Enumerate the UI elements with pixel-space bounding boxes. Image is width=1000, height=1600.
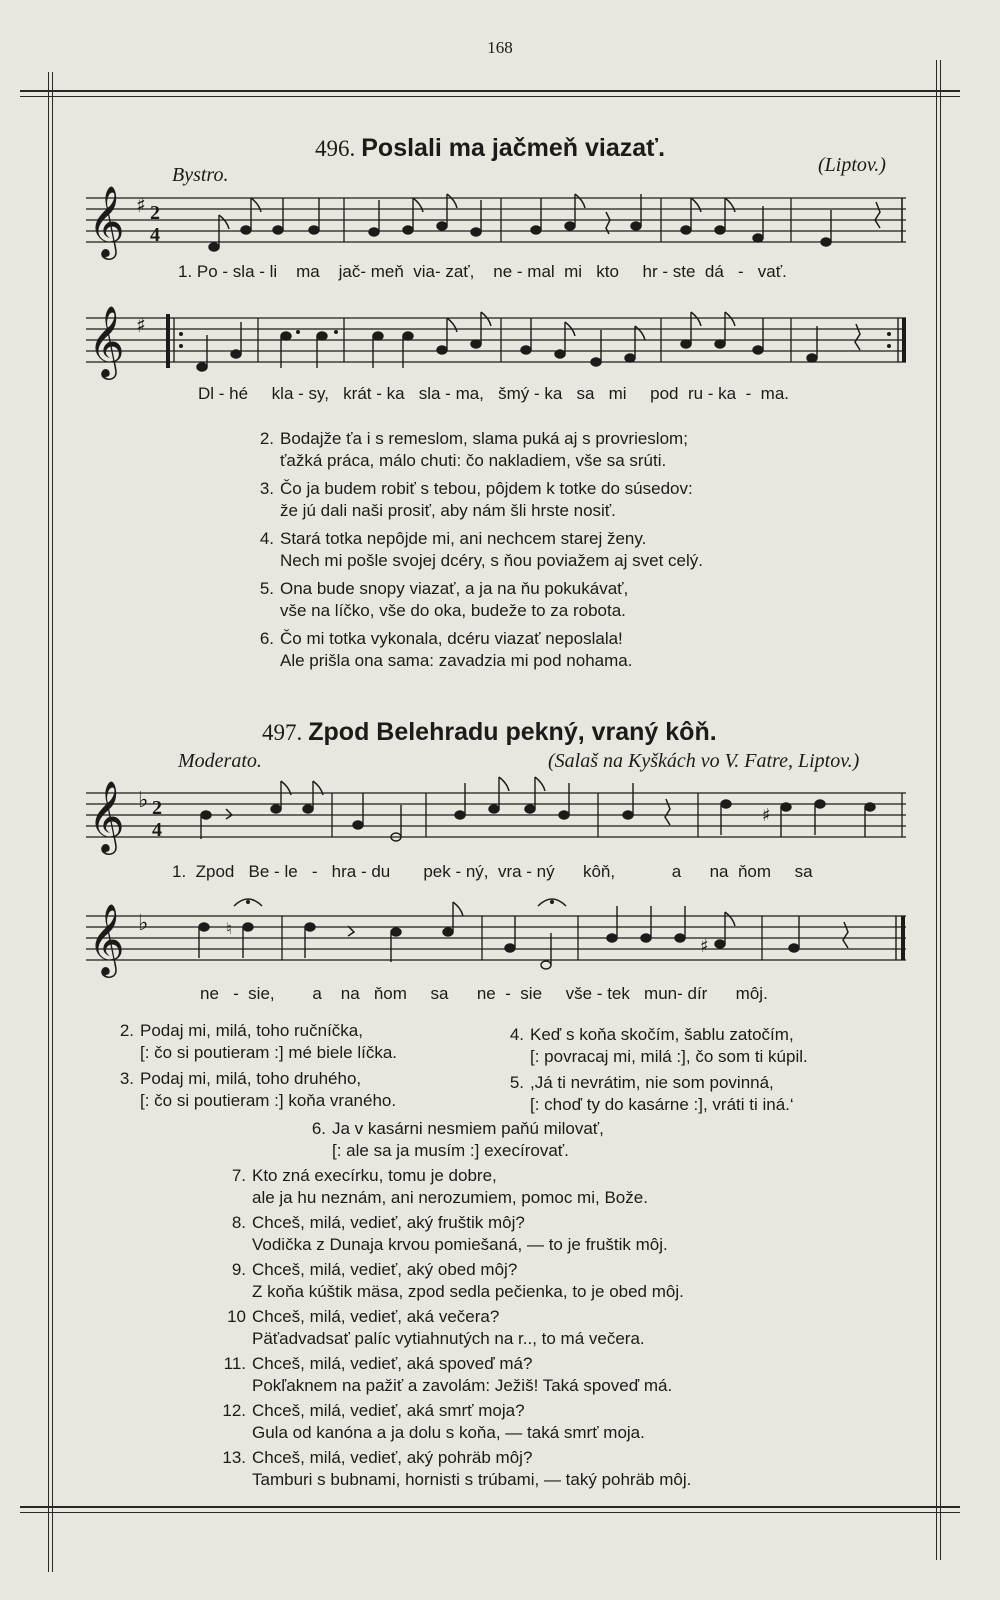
song1-region: (Liptov.) [818, 154, 886, 176]
svg-text:𝄞: 𝄞 [88, 779, 125, 852]
frame-bottom-line-inner [20, 1512, 960, 1513]
song2-verse-8: 8. Chceš, milá, vedieť, aký fruštik môj? Vodička z Dunaja krvou pomiešaná, — to je fruštik môj. [231, 1213, 668, 1254]
svg-text:𝄞: 𝄞 [88, 902, 125, 975]
svg-text:4: 4 [150, 224, 160, 246]
song2-verse-6: 6. Ja v kasárni nesmiem paňú milovať, [: ale sa ja musím :] execírovať. [311, 1119, 604, 1160]
frame-top-line-inner [20, 96, 960, 97]
svg-text:♯: ♯ [700, 936, 709, 957]
svg-text:♯: ♯ [136, 313, 146, 337]
song1-verse-4: 4. Stará totka nepôjde mi, ani nechcem starej ženy. Nech mi pošle svojej dcéry, s ňou poviažem aj svet celý. [259, 529, 703, 570]
song1-verse-2: 2. Bodajže ťa i s remeslom, slama puká aj s provrieslom; ťažká práca, málo chuti: čo nakladiem, vše sa srúti. [259, 429, 688, 470]
song2-title-text: Zpod Belehradu pekný, vraný kôň. [308, 718, 717, 746]
song2-verse-3: 3. Podaj mi, milá, toho druhého, [: čo si poutieram :] koňa vraného. [119, 1069, 397, 1110]
frame-right-line [936, 60, 937, 1560]
svg-text:2: 2 [152, 797, 162, 819]
song2-verse-10: 10 Chceš, milá, vedieť, aká večera? Päťadvadsať palíc vytiahnutých na r.., to má večera. [227, 1307, 645, 1348]
song2-staff-1 [86, 779, 916, 855]
song2-verse-11: 11. Chceš, milá, vedieť, aká spoveď má? Pokľaknem na pažiť a zavolám: Ježiš! Taká spoveď má. [223, 1354, 673, 1395]
song1-lyrics-line2: Dl - hé kla - sy, krát - ka sla - ma, šmý - ka sa mi pod ru - ka - ma. [198, 384, 790, 403]
song1-staff-2 [86, 304, 916, 380]
song2-verse-9: 9. Chceš, milá, vedieť, aký obed môj? Z koňa kúštik mäsa, zpod sedla pečienka, to je obed môj. [231, 1260, 684, 1301]
song1-verse-5: 5. Ona bude snopy viazať, a ja na ňu pokukávať, vše na líčko, vše do oka, budeže to za robota. [259, 579, 629, 620]
song2-tempo: Moderato. [178, 750, 262, 772]
song2-number: 497. [262, 720, 303, 745]
svg-text:♯: ♯ [762, 805, 771, 826]
song2-lyrics-line2: ne - sie, a na ňom sa ne - sie vše - tek mun- dír môj. [200, 984, 768, 1003]
song1-title-text: Poslali ma jačmeň viazať. [361, 134, 666, 162]
song1-tempo: Bystro. [172, 164, 229, 186]
song2-verses-right [500, 1024, 920, 1116]
song2-verse-2: 2. Podaj mi, milá, toho ručníčka, [: čo si poutieram :] mé biele líčka. [119, 1021, 397, 1062]
svg-text:4: 4 [152, 819, 162, 841]
song1-lyrics-line1: 1. Po - sla - li ma jač- meň via- zať, ne - mal mi kto hr - ste dá - vať. [178, 262, 787, 281]
song2-verse-12: 12. Chceš, milá, vedieť, aká smrť moja? Gula od kanóna a ja dolu s koňa, — taká smrť moja. [222, 1401, 645, 1442]
svg-text:♭: ♭ [138, 788, 149, 813]
song1-number: 496. [315, 136, 356, 161]
frame-top-line [20, 90, 960, 92]
song2-verse-7: 7. Kto zná execírku, tomu je dobre, ale ja hu neznám, ani nerozumiem, pomoc mi, Bože. [231, 1166, 648, 1207]
frame-left-line [48, 72, 49, 1572]
frame-bottom-line [20, 1506, 960, 1508]
song2-verses-center [222, 1118, 912, 1491]
svg-text:𝄞: 𝄞 [88, 184, 125, 257]
song2-title [262, 718, 717, 747]
song1-verse-6: 6. Čo mi totka vykonala, dcéru viazať neposlala! Ale prišla ona sama: zavadzia mi pod nohama. [259, 629, 633, 670]
svg-text:2: 2 [150, 202, 160, 224]
frame-left-line-inner [52, 72, 53, 1572]
song1-staff-1 [86, 184, 916, 260]
svg-text:♮: ♮ [226, 919, 232, 938]
song2-verse-4: 4. Keď s koňa skočím, šablu zatočím, [: povracaj mi, milá :], čo som ti kúpil. [509, 1025, 808, 1066]
page-number: 168 [487, 38, 513, 57]
song2-verses-left [110, 1020, 490, 1112]
svg-text:♯: ♯ [136, 193, 146, 217]
song2-staff-2 [86, 902, 916, 978]
song1-title [315, 134, 665, 163]
svg-text:𝄞: 𝄞 [88, 304, 125, 377]
song2-lyrics-line1: 1. Zpod Be - le - hra - du pek - ný, vra - ný kôň, a na ňom sa [172, 862, 813, 881]
song1-verses [250, 428, 870, 672]
song1-verse-3: 3. Čo ja budem robiť s tebou, pôjdem k totke do súsedov: že jú dali naši prosiť, aby nám šli hrste nosiť. [259, 479, 693, 520]
svg-text:♭: ♭ [138, 911, 149, 936]
song2-region: (Salaš na Kyškách vo V. Fatre, Liptov.) [548, 750, 860, 772]
song2-verse-13: 13. Chceš, milá, vedieť, aký pohräb môj? Tamburi s bubnami, hornisti s trúbami, — taký pohräb môj. [222, 1448, 692, 1489]
song2-verse-5: 5. ,Já ti nevrátim, nie som povinná, [: choď ty do kasárne :], vráti ti iná.‘ [509, 1073, 794, 1114]
frame-right-line-inner [940, 60, 941, 1560]
